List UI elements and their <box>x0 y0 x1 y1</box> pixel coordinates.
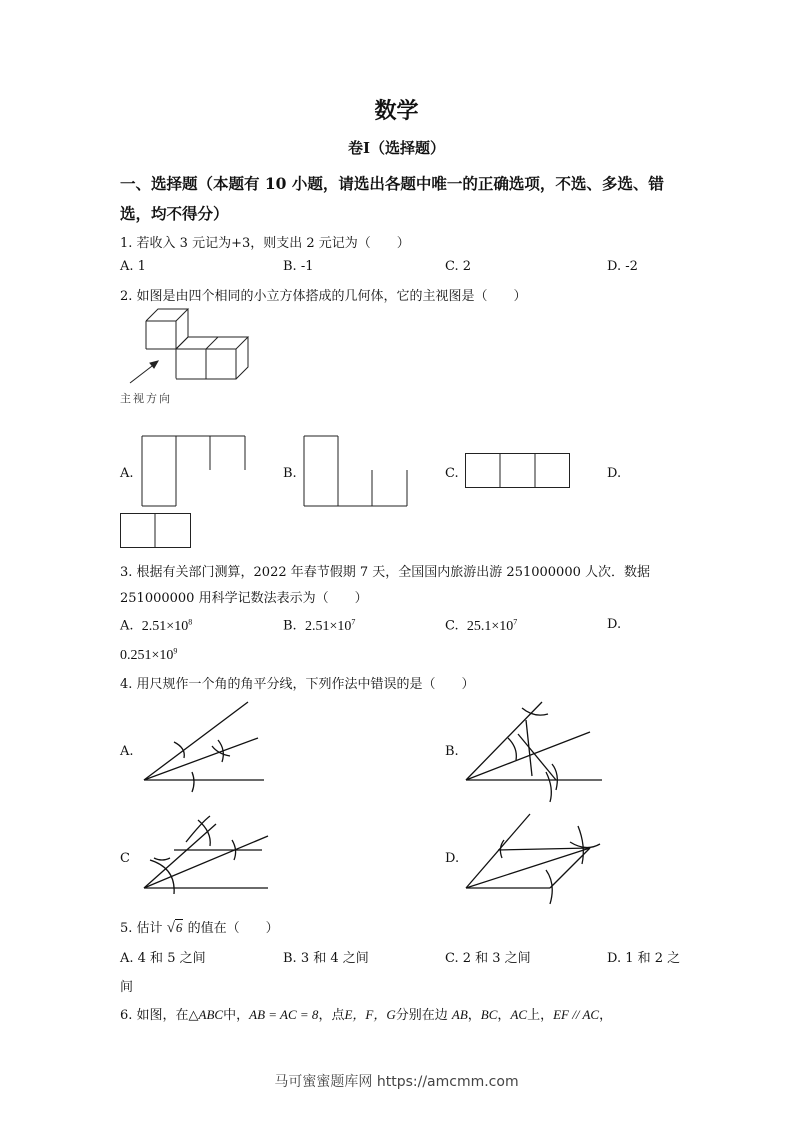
q3-option-b-exp: 7 <box>351 617 356 626</box>
q5-radicand: 6 <box>175 920 183 935</box>
q2-option-b-label[interactable]: B. <box>283 466 297 481</box>
question-1-text: 1. 若收入 3 元记为+3，则支出 2 元记为（ ） <box>120 236 410 251</box>
q5-suffix: 的值在（ ） <box>187 921 279 936</box>
q6-side-ac: AC <box>510 1007 528 1022</box>
q2-option-c-label[interactable]: C. <box>445 466 459 481</box>
q1-option-a[interactable]: A. 1 <box>120 259 146 274</box>
q6-part4: 分别在边 <box>395 1008 448 1023</box>
q1-option-b[interactable]: B. -1 <box>283 259 314 274</box>
section-heading-line2: 选，均不得分） <box>120 204 229 223</box>
q3-option-a-exp: 8 <box>188 617 193 626</box>
question-3-line2: 251000000 用科学记数法表示为（ ） <box>120 591 368 606</box>
q5-option-b[interactable]: B. 3 和 4 之间 <box>283 951 369 966</box>
q5-option-c[interactable]: C. 2 和 3 之间 <box>445 951 531 966</box>
q6-sep2: ， <box>497 1008 511 1023</box>
q2-option-d-figure <box>120 513 192 549</box>
view-direction-label: 主视方向 <box>120 392 172 405</box>
question-5-text <box>120 917 279 937</box>
cube-solid-figure <box>118 305 258 385</box>
question-3-line1: 3. 根据有关部门测算，2022 年春节假期 7 天，全国国内旅游出游 251000000 人次．数据 <box>120 565 650 580</box>
question-2-text: 2. 如图是由四个相同的小立方体搭成的几何体，它的主视图是（ ） <box>120 289 527 304</box>
q6-part1: 6. 如图，在 <box>120 1008 189 1023</box>
q3-option-b-base: 2.51×10 <box>304 618 352 634</box>
q3-option-a[interactable] <box>120 617 192 635</box>
q3-option-c-label: C. <box>445 618 459 634</box>
q6-part5: 上， <box>527 1008 554 1023</box>
page-title: 数学 <box>374 98 419 124</box>
paper-subtitle: 卷Ⅰ（选择题） <box>347 139 446 157</box>
q3-option-d[interactable] <box>120 646 177 664</box>
q6-triangle: △ABC <box>188 1007 224 1022</box>
q1-option-c[interactable]: C. 2 <box>445 259 472 274</box>
q4-option-d-figure <box>462 806 607 906</box>
q6-part2: 中， <box>223 1008 250 1023</box>
q2-option-a-figure <box>140 436 248 508</box>
q6-parallel: EF // AC <box>553 1007 600 1022</box>
q3-option-d-base: 0.251×10 <box>120 647 174 663</box>
q6-side-bc: BC <box>480 1007 498 1022</box>
section-heading-line1: 一、选择题（本题有 10 小题，请选出各题中唯一的正确选项，不选、多选、错 <box>120 174 664 193</box>
q4-option-a-figure <box>140 698 270 798</box>
q3-option-d-label[interactable]: D. <box>607 617 622 632</box>
q2-option-d-label[interactable]: D. <box>607 466 622 481</box>
q6-sep1: ， <box>467 1008 481 1023</box>
q2-option-a-label[interactable]: A. <box>120 466 134 481</box>
q1-option-d[interactable]: D. -2 <box>607 259 638 274</box>
q5-option-d-wrap: 间 <box>120 980 134 995</box>
q2-option-c-figure <box>465 453 571 489</box>
question-4-text: 4. 用尺规作一个角的角平分线，下列作法中错误的是（ ） <box>120 677 475 692</box>
q6-points: E，F，G <box>344 1007 396 1022</box>
q3-option-a-label: A. <box>120 618 134 634</box>
q3-option-b[interactable] <box>283 617 355 635</box>
question-6-text <box>120 1004 612 1023</box>
q6-comma: ， <box>599 1008 613 1023</box>
square-root-expression: √6 <box>166 920 183 936</box>
q3-option-b-label: B. <box>283 618 297 634</box>
q4-option-c-label[interactable]: C <box>120 851 130 866</box>
q6-equation: AB = AC = 8 <box>249 1007 319 1022</box>
q2-option-b-figure <box>302 436 410 508</box>
q3-option-a-base: 2.51×10 <box>141 618 189 634</box>
q5-option-d[interactable]: D. 1 和 2 之 <box>607 951 681 966</box>
q4-option-d-label[interactable]: D. <box>445 851 460 866</box>
q4-option-b-label[interactable]: B. <box>445 744 459 759</box>
q6-side-ab: AB <box>451 1007 468 1022</box>
q4-option-c-figure <box>140 812 272 894</box>
q5-option-a[interactable]: A. 4 和 5 之间 <box>120 951 206 966</box>
q3-option-c-base: 25.1×10 <box>466 618 514 634</box>
q6-part3: ，点 <box>318 1008 345 1023</box>
q4-option-b-figure <box>462 698 607 804</box>
q5-prefix: 5. 估计 <box>120 921 163 936</box>
q3-option-d-exp: 9 <box>173 646 178 655</box>
q3-option-c-exp: 7 <box>513 617 518 626</box>
q4-option-a-label[interactable]: A. <box>120 744 134 759</box>
footer-watermark: 马可蜜蜜题库网 https://amcmm.com <box>274 1074 519 1090</box>
q3-option-c[interactable] <box>445 617 517 635</box>
